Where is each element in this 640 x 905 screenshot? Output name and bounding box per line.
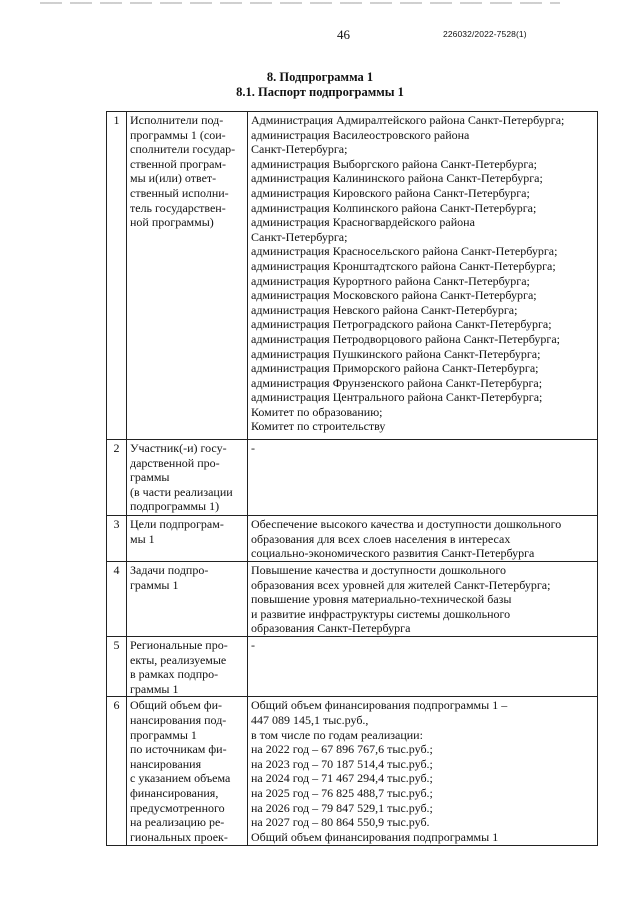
label-line: дарственной про- — [130, 455, 220, 470]
value-line: администрация Петродворцового района Санкт-Петербурга; — [251, 331, 561, 346]
row-number: 3 — [107, 516, 127, 562]
value-line: администрация Пушкинского района Санкт-Петербурга; — [251, 346, 541, 361]
table-row — [107, 697, 598, 846]
label-line: граммы — [130, 470, 170, 485]
value-line: на 2027 год – 80 864 550,9 тыс.руб. — [251, 815, 430, 830]
value-line: на 2022 год – 67 896 767,6 тыс.руб.; — [251, 742, 433, 757]
value-line: администрация Колпинского района Санкт-Петербурга; — [251, 200, 537, 215]
value-line: образования всех уровней для жителей Санкт-Петербурга; — [251, 577, 551, 592]
table-row — [107, 112, 598, 440]
label-line: Региональные про- — [130, 637, 228, 652]
label-line: предусмотренного — [130, 800, 225, 815]
row-value — [248, 112, 598, 440]
label-line: на реализацию ре- — [130, 815, 225, 830]
row-number: 5 — [107, 636, 127, 696]
value-line: Повышение качества и доступности дошкольного — [251, 563, 506, 577]
label-line: мы 1 — [130, 531, 155, 546]
label-line: Задачи подпро- — [130, 563, 209, 577]
row-label — [127, 516, 248, 562]
value-line: Обеспечение высокого качества и доступности дошкольного — [251, 517, 562, 531]
row-value — [248, 697, 598, 846]
value-line: администрация Василеостровского района — [251, 127, 470, 142]
row-value — [248, 440, 598, 516]
value-line: администрация Красногвардейского района — [251, 215, 475, 230]
value-line: администрация Кронштадтского района Санкт-Петербурга; — [251, 258, 556, 273]
label-line: программы 1 — [130, 727, 197, 742]
label-line: подпрограммы 1) — [130, 499, 220, 514]
label-line: ственный исполни- — [130, 185, 229, 200]
label-line: в рамках подпро- — [130, 667, 219, 682]
value-line: администрация Невского района Санкт-Петербурга; — [251, 302, 518, 317]
label-line: екты, реализуемые — [130, 652, 227, 667]
value-line: Комитет по строительству — [251, 419, 386, 434]
value-line: администрация Фрунзенского района Санкт-Петербурга; — [251, 375, 543, 390]
row-label — [127, 636, 248, 696]
label-line: нансирования под- — [130, 712, 227, 727]
value-line: администрация Петроградского района Санкт-Петербурга; — [251, 317, 552, 332]
row-label — [127, 697, 248, 846]
row-label — [127, 562, 248, 637]
value-line: администрация Московского района Санкт-Петербурга; — [251, 288, 537, 303]
value-line: администрация Выборгского района Санкт-Петербурга; — [251, 156, 537, 171]
document-number: 226032/2022-7528(1) — [443, 29, 527, 39]
label-line: граммы 1 — [130, 681, 179, 696]
label-line: Исполнители под- — [130, 113, 224, 127]
table-row — [107, 636, 598, 696]
value-line: Санкт-Петербурга; — [251, 142, 348, 157]
value-line: администрация Центрального района Санкт-Петербурга; — [251, 390, 543, 405]
label-line: (в части реализации — [130, 484, 233, 499]
row-value — [248, 516, 598, 562]
row-label — [127, 440, 248, 516]
label-line: Участник(-и) госу- — [130, 441, 227, 455]
value-line: социально-экономического развития Санкт-Петербурга — [251, 546, 535, 561]
value-line: на 2026 год – 79 847 529,1 тыс.руб.; — [251, 800, 433, 815]
label-line: по источникам фи- — [130, 742, 227, 757]
value-line: Санкт-Петербурга; — [251, 229, 348, 244]
label-line: ной программы) — [130, 215, 214, 230]
label-line: Цели подпрограм- — [130, 517, 224, 531]
label-line: ственной програм- — [130, 156, 227, 171]
page-number: 46 — [337, 27, 350, 42]
table-row — [107, 516, 598, 562]
value-line: на 2024 год – 71 467 294,4 тыс.руб.; — [251, 771, 433, 786]
value-line: Общий объем финансирования подпрограммы 1 — [251, 829, 499, 844]
value-line: администрация Приморского района Санкт-Петербурга; — [251, 361, 539, 376]
label-line: Общий объем фи- — [130, 698, 222, 713]
row-number: 1 — [107, 112, 127, 440]
table-row — [107, 440, 598, 516]
value-line: администрация Кировского района Санкт-Петербурга; — [251, 185, 530, 200]
value-line: образования для всех слоев населения в интересах — [251, 531, 511, 546]
label-line: сполнители государ- — [130, 142, 236, 157]
section-heading: 8. Подпрограмма 1 — [266, 70, 374, 84]
label-line: мы и(или) ответ- — [130, 171, 217, 186]
label-line: тель государствен- — [130, 200, 226, 215]
row-number: 2 — [107, 440, 127, 516]
value-line: на 2023 год – 70 187 514,4 тыс.руб.; — [251, 756, 433, 771]
subsection-heading: 8.1. Паспорт подпрограммы 1 — [236, 85, 404, 99]
table-row — [107, 562, 598, 637]
value-line: 447 089 145,1 тыс.руб., — [251, 712, 369, 727]
value-line: Администрация Адмиралтейского района Санкт-Петербурга; — [251, 113, 565, 127]
value-line: администрация Калининского района Санкт-Петербурга; — [251, 171, 543, 186]
row-number: 4 — [107, 562, 127, 637]
value-line: повышение уровня материально-технической базы — [251, 592, 512, 607]
value-line: Общий объем финансирования подпрограммы 1 – — [251, 698, 508, 713]
row-number: 6 — [107, 697, 127, 846]
row-value — [248, 636, 598, 696]
label-line: финансирования, — [130, 785, 219, 800]
value-line: - — [251, 637, 255, 652]
value-line: администрация Красносельского района Санкт-Петербурга; — [251, 244, 558, 259]
label-line: граммы 1 — [130, 577, 179, 592]
label-line: нансирования — [130, 756, 202, 771]
value-line: образования Санкт-Петербурга — [251, 621, 411, 636]
row-value — [248, 562, 598, 637]
scan-top-edge — [40, 2, 560, 4]
value-line: и развитие инфраструктуры системы дошкольного — [251, 606, 511, 621]
row-label — [127, 112, 248, 440]
value-line: администрация Курортного района Санкт-Петербурга; — [251, 273, 530, 288]
value-line: на 2025 год – 76 825 488,7 тыс.руб.; — [251, 785, 433, 800]
value-line: Комитет по образованию; — [251, 404, 383, 419]
label-line: с указанием объема — [130, 771, 231, 786]
passport-table — [106, 111, 598, 846]
value-line: в том числе по годам реализации: — [251, 727, 423, 742]
value-line: - — [251, 441, 255, 455]
label-line: программы 1 (сои- — [130, 127, 226, 142]
label-line: гиональных проек- — [130, 829, 228, 844]
